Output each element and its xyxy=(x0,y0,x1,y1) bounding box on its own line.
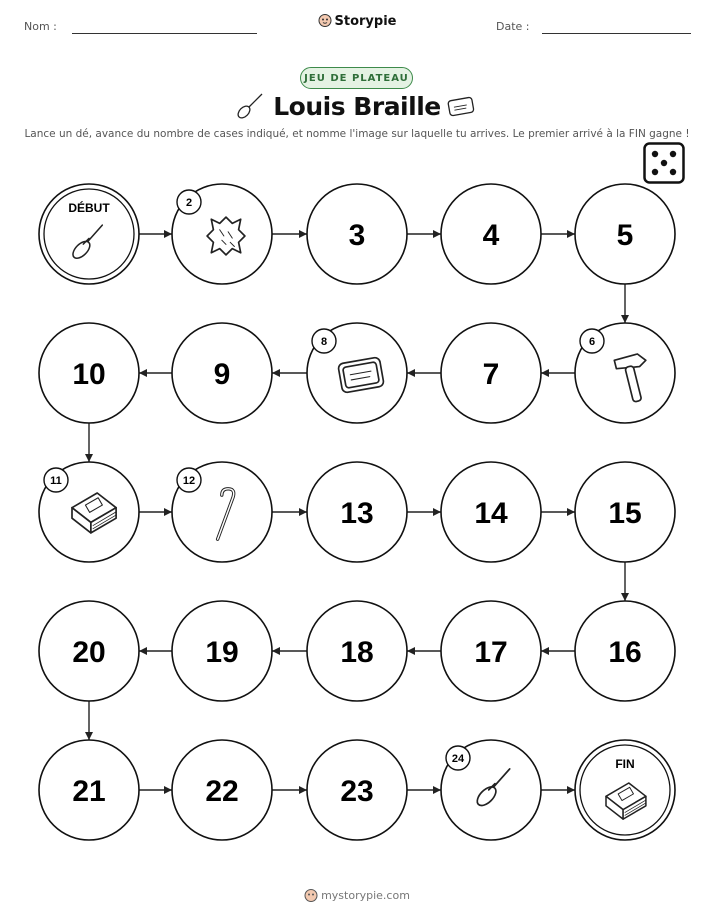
cell-number: 21 xyxy=(72,775,106,808)
brand-name: Storypie xyxy=(334,14,397,29)
name-label: Nom : xyxy=(24,20,57,33)
board-cell-13[interactable] xyxy=(307,462,407,562)
end-label: FIN xyxy=(615,757,635,771)
arrow-head xyxy=(139,369,147,377)
cell-number: 17 xyxy=(474,636,508,669)
board-cell-3[interactable] xyxy=(307,184,407,284)
cell-number: 14 xyxy=(474,497,508,530)
arrow-head xyxy=(567,230,575,238)
cell-number: 6 xyxy=(588,336,596,348)
cell-number: 19 xyxy=(205,636,239,669)
cell-number: 11 xyxy=(50,475,62,487)
arrow-head xyxy=(541,647,549,655)
arrow-head xyxy=(407,647,415,655)
board-cell-16[interactable] xyxy=(575,601,675,701)
arrow-head xyxy=(299,786,307,794)
arrow-head xyxy=(164,508,172,516)
date-label: Date : xyxy=(496,20,530,33)
board-cell-2[interactable] xyxy=(172,184,272,284)
board-cell-11[interactable] xyxy=(39,462,139,562)
arrow-head xyxy=(164,786,172,794)
cell-number: 3 xyxy=(348,219,366,252)
cell-number: 22 xyxy=(205,775,239,808)
board-cell-24[interactable] xyxy=(441,740,541,840)
board-cell-20[interactable] xyxy=(39,601,139,701)
board-cell-18[interactable] xyxy=(307,601,407,701)
board-cell-10[interactable] xyxy=(39,323,139,423)
cell-number: 18 xyxy=(340,636,374,669)
animal-hide-icon xyxy=(207,217,245,255)
board-cell-21[interactable] xyxy=(39,740,139,840)
cell-number: 2 xyxy=(185,197,193,209)
cell-number: 9 xyxy=(213,358,231,391)
board-cell-4[interactable] xyxy=(441,184,541,284)
arrow-head xyxy=(407,369,415,377)
arrow-head xyxy=(139,647,147,655)
arrow-head xyxy=(567,508,575,516)
arrow-head xyxy=(299,508,307,516)
cell-number: 4 xyxy=(482,219,500,252)
arrow-head xyxy=(541,369,549,377)
cell-number: 24 xyxy=(451,753,465,765)
arrow-head xyxy=(621,315,629,323)
arrow-head xyxy=(85,732,93,740)
board-cell-17[interactable] xyxy=(441,601,541,701)
board-cell-5[interactable] xyxy=(575,184,675,284)
cell-number: 23 xyxy=(340,775,374,808)
footer-url: mystorypie.com xyxy=(321,889,410,902)
instructions: Lance un dé, avance du nombre de cases indiqué, et nomme l'image sur laquelle tu arrives. Le premier arrivé à la FIN gagne ! xyxy=(24,128,690,140)
arrow-head xyxy=(567,786,575,794)
arrow-head xyxy=(433,786,441,794)
cell-number: 16 xyxy=(608,636,642,669)
board-cell-19[interactable] xyxy=(172,601,272,701)
board-cell-15[interactable] xyxy=(575,462,675,562)
board-cell-9[interactable] xyxy=(172,323,272,423)
board-cell-1[interactable] xyxy=(39,184,139,284)
cell-number: 15 xyxy=(608,497,642,530)
cell-number: 7 xyxy=(482,358,500,391)
footer xyxy=(0,888,714,902)
page-title: Louis Braille xyxy=(273,92,441,121)
start-label: DÉBUT xyxy=(68,201,110,215)
arrow-head xyxy=(433,230,441,238)
arrow-head xyxy=(85,454,93,462)
cell-number: 13 xyxy=(340,497,374,530)
arrow-head xyxy=(164,230,172,238)
board-cell-14[interactable] xyxy=(441,462,541,562)
storypie-logo-icon xyxy=(304,888,318,902)
cell-number: 10 xyxy=(72,358,106,391)
cell-number: 12 xyxy=(182,475,196,487)
arrow-head xyxy=(272,369,280,377)
board-cell-23[interactable] xyxy=(307,740,407,840)
cell-number: 20 xyxy=(72,636,106,669)
board-cell-22[interactable] xyxy=(172,740,272,840)
arrow-head xyxy=(272,647,280,655)
arrow-head xyxy=(621,593,629,601)
game-type-badge: JEU DE PLATEAU xyxy=(300,67,413,89)
braille-slate-icon xyxy=(338,357,384,393)
board-cell-7[interactable] xyxy=(441,323,541,423)
cell-circle xyxy=(39,184,139,284)
arrow-head xyxy=(299,230,307,238)
board-cell-8[interactable] xyxy=(307,323,407,423)
cell-number: 5 xyxy=(616,219,634,252)
arrow-head xyxy=(433,508,441,516)
board-cell-6[interactable] xyxy=(575,323,675,423)
cell-number: 8 xyxy=(320,336,328,348)
board-cell-25[interactable] xyxy=(575,740,675,840)
board-cell-12[interactable] xyxy=(172,462,272,562)
